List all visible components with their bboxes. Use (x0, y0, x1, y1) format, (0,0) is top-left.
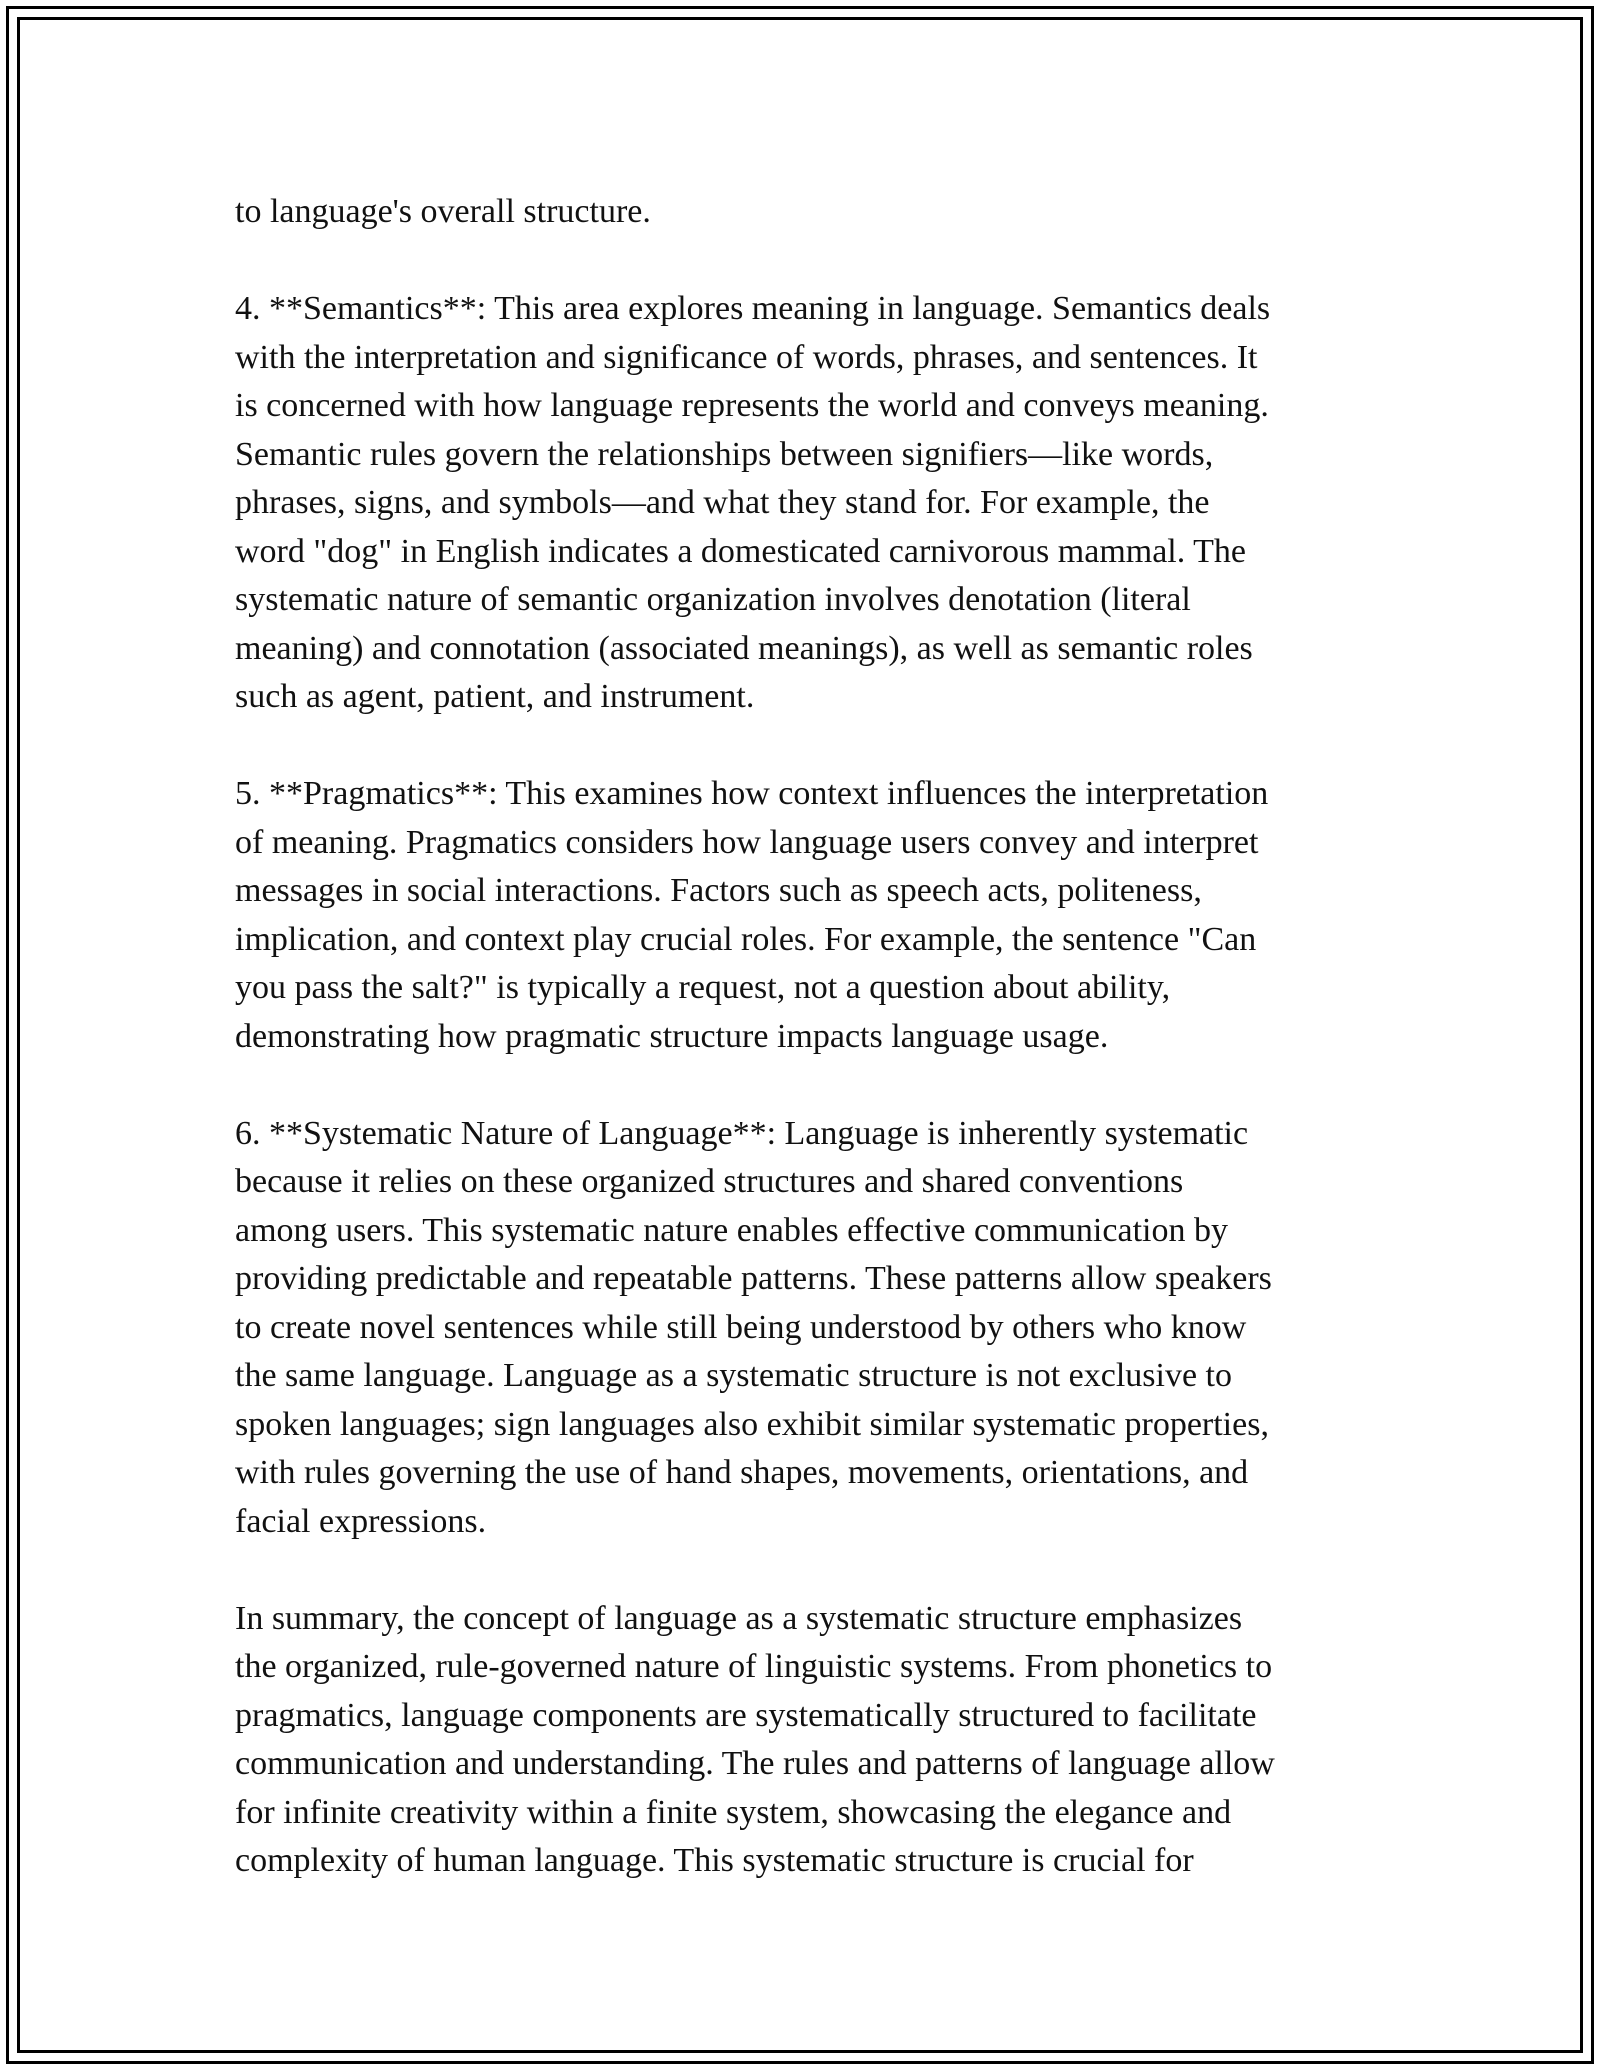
paragraph-summary: In summary, the concept of language as a systematic structure emphasizes the organized, rule-governed nature of linguistic systems. From phonetics to pragmatics, language components are systematically structured to facilitate communication and understanding. The rules and patterns of language allow for infinite creativity within a finite system, showcasing the elegance and complexity of human language. This systematic structure is crucial for (235, 1599, 1275, 1879)
paragraph-continuation: to language's overall structure. (235, 193, 651, 230)
paragraph-semantics: 4. **Semantics**: This area explores meaning in language. Semantics deals with the interpretation and significance of words, phrases, and sentences. It is concerned with how language represents the world and conveys meaning. Semantic rules govern the relationships between signifiers—like words, phrases, signs, and symbols—and what they stand for. For example, the word "dog" in English indicates a domesticated carnivorous mammal. The systematic nature of semantic organization involves denotation (literal meaning) and connotation (associated meanings), as well as semantic roles such as agent, patient, and instrument. (235, 290, 1271, 715)
document-body (235, 188, 1375, 1886)
paragraph-pragmatics: 5. **Pragmatics**: This examines how context influences the interpretation of meaning. Pragmatics considers how language users convey and interpret messages in social interactions. Factors such as speech acts, politeness, implication, and context play crucial roles. For example, the sentence "Can you pass the salt?" is typically a request, not a question about ability, demonstrating how pragmatic structure impacts language usage. (235, 775, 1269, 1055)
paragraph-systematic-nature: 6. **Systematic Nature of Language**: Language is inherently systematic because it relies on these organized structures and shared conventions among users. This systematic nature enables effective communication by providing predictable and repeatable patterns. These patterns allow speakers to create novel sentences while still being understood by others who know the same language. Language as a systematic structure is not exclusive to spoken languages; sign languages also exhibit similar systematic properties, with rules governing the use of hand shapes, movements, orientations, and facial expressions. (235, 1114, 1272, 1540)
